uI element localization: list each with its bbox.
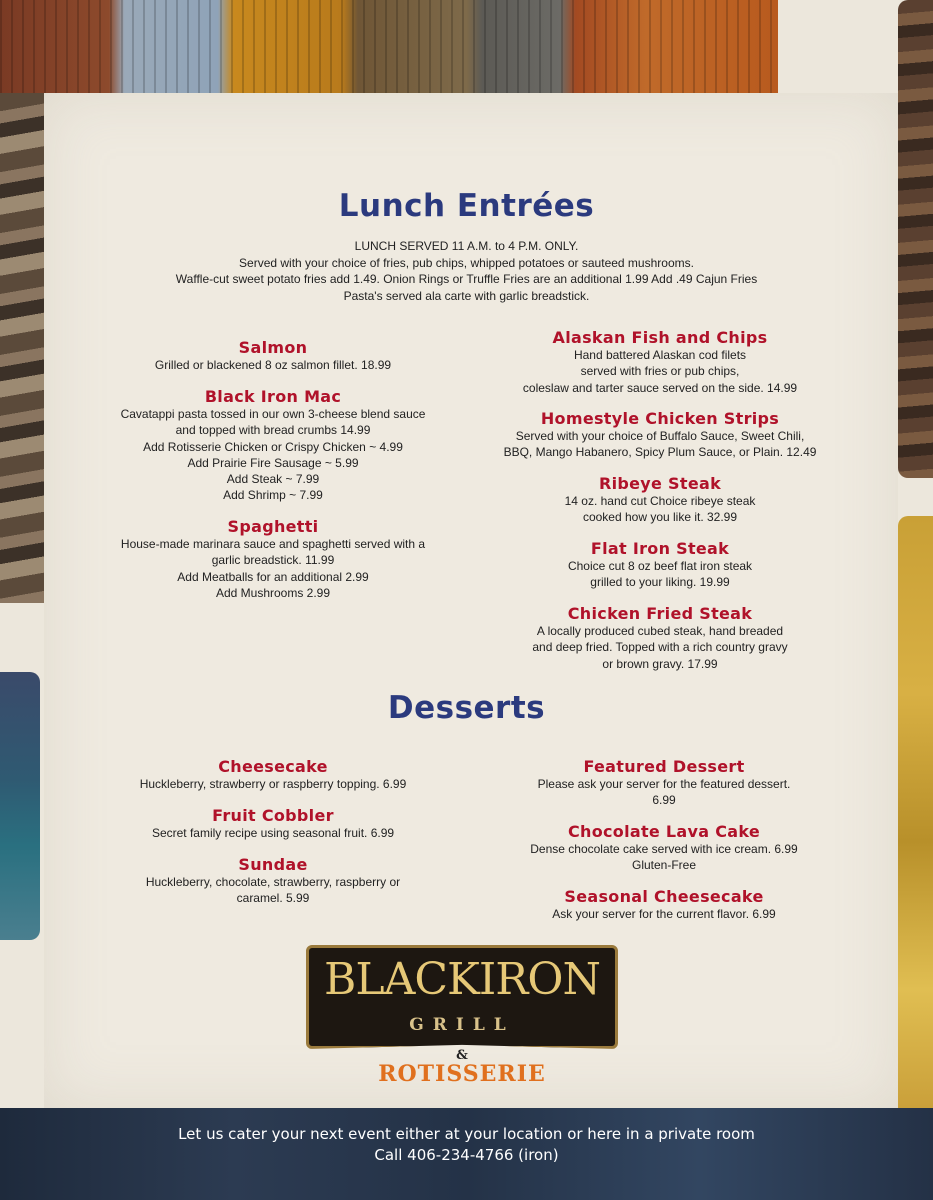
menu-item-chocolate-lava-cake [500,822,828,887]
menu-item-chicken-fried-steak [490,604,830,672]
item-description: Dense chocolate cake served with ice cream. 6.99 Gluten-Free [530,842,798,873]
phone-number: Call 406-234-4766 (iron) [374,1146,559,1164]
item-name: Homestyle Chicken Strips [540,409,780,428]
menu-item-spaghetti [112,517,434,601]
item-name: Black Iron Mac [204,387,342,406]
railroad-track-photo [0,93,44,603]
item-description: Secret family recipe using seasonal fruit. 6.99 [151,826,395,840]
intro-line: LUNCH SERVED 11 A.M. to 4 P.M. ONLY. [354,239,579,253]
item-name: Chicken Fried Steak [567,604,753,623]
menu-item-alaskan-fish-and-chips [490,328,830,409]
item-name: Salmon [238,338,308,357]
item-name: Flat Iron Steak [590,539,730,558]
item-name: Sundae [238,855,308,874]
item-description: Choice cut 8 oz beef flat iron steak grilled to your liking. 19.99 [567,559,753,590]
item-description: Served with your choice of Buffalo Sauce, Sweet Chili, BBQ, Mango Habanero, Spicy Plum Sauce, or Plain. 12.49 [503,429,817,460]
item-name: Featured Dessert [583,757,745,776]
item-name: Spaghetti [227,517,319,536]
logo-wordmark: BLACKIRON [324,954,600,1005]
item-name: Alaskan Fish and Chips [552,328,768,347]
item-description: Please ask your server for the featured dessert. 6.99 [537,777,791,808]
catering-message: Let us cater your next event either at your location or here in a private room [178,1125,755,1143]
menu-item-black-iron-mac [112,387,434,517]
desserts-right-column [500,757,828,922]
menu-item-sundae [112,855,434,907]
item-name: Ribeye Steak [598,474,722,493]
logo-grill-text: GRILL [409,1015,515,1035]
item-description: Cavatappi pasta tossed in our own 3-cheese blend sauce and topped with bread crumbs 14.99 Add Rotisserie Chicken or Crispy Chicken ~ 4.99 Add Prairie Fire Sausage ~ 5.99 Add Steak ~ 7.99 Add Shrimp ~ 7.99 [120,407,426,503]
item-description: House-made marinara sauce and spaghetti served with a garlic breadstick. 11.99 Add Meatballs for an additional 2.99 Add Mushrooms 2.99 [120,537,426,600]
menu-item-seasonal-cheesecake [500,887,828,922]
menu-item-ribeye-steak [490,474,830,539]
lunch-intro [0,238,933,304]
item-name: Cheesecake [218,757,328,776]
item-description: Ask your server for the current flavor. 6.99 [552,907,776,921]
item-description: Grilled or blackened 8 oz salmon fillet. 18.99 [154,358,392,372]
desserts-heading: Desserts [387,690,546,726]
desserts-left-column [112,757,434,907]
intro-line: Waffle-cut sweet potato fries add 1.49. Onion Rings or Truffle Fries are an additional 1.99 Add .49 Cajun Fries [175,272,758,286]
footer-banner [0,1108,933,1200]
lunch-entrees-heading: Lunch Entrées [338,188,595,224]
logo-ampersand: & [456,1048,468,1063]
item-description: Hand battered Alaskan cod filets served with fries or pub chips, coleslaw and tarter sauce served on the side. 14.99 [522,348,798,395]
intro-line: Pasta's served ala carte with garlic breadstick. [343,288,590,303]
intro-line: Served with your choice of fries, pub chips, whipped potatoes or sauteed mushrooms. [239,255,694,270]
logo-rotisserie-text: ROTISSERIE [378,1061,546,1087]
item-description: A locally produced cubed steak, hand breaded and deep fried. Topped with a rich country gravy or brown gravy. 17.99 [532,624,788,671]
menu-item-cheesecake [112,757,434,806]
gold-texture-panel [898,516,933,1108]
item-name: Fruit Cobbler [212,806,334,825]
lunch-left-column [112,338,434,601]
menu-item-fruit-cobbler [112,806,434,855]
item-description: 14 oz. hand cut Choice ribeye steak cooked how you like it. 32.99 [564,494,756,525]
menu-item-homestyle-chicken-strips [490,409,830,474]
lunch-right-column [490,328,830,672]
railcar-banner-photo [0,0,778,93]
item-description: Huckleberry, chocolate, strawberry, raspberry or caramel. 5.99 [145,875,401,906]
item-description: Huckleberry, strawberry or raspberry topping. 6.99 [139,777,407,791]
menu-item-featured-dessert [500,757,828,822]
item-name: Chocolate Lava Cake [567,822,761,841]
item-name: Seasonal Cheesecake [564,887,764,906]
menu-item-flat-iron-steak [490,539,830,604]
menu-item-salmon [112,338,434,387]
blackiron-grill-logo [306,945,618,1095]
